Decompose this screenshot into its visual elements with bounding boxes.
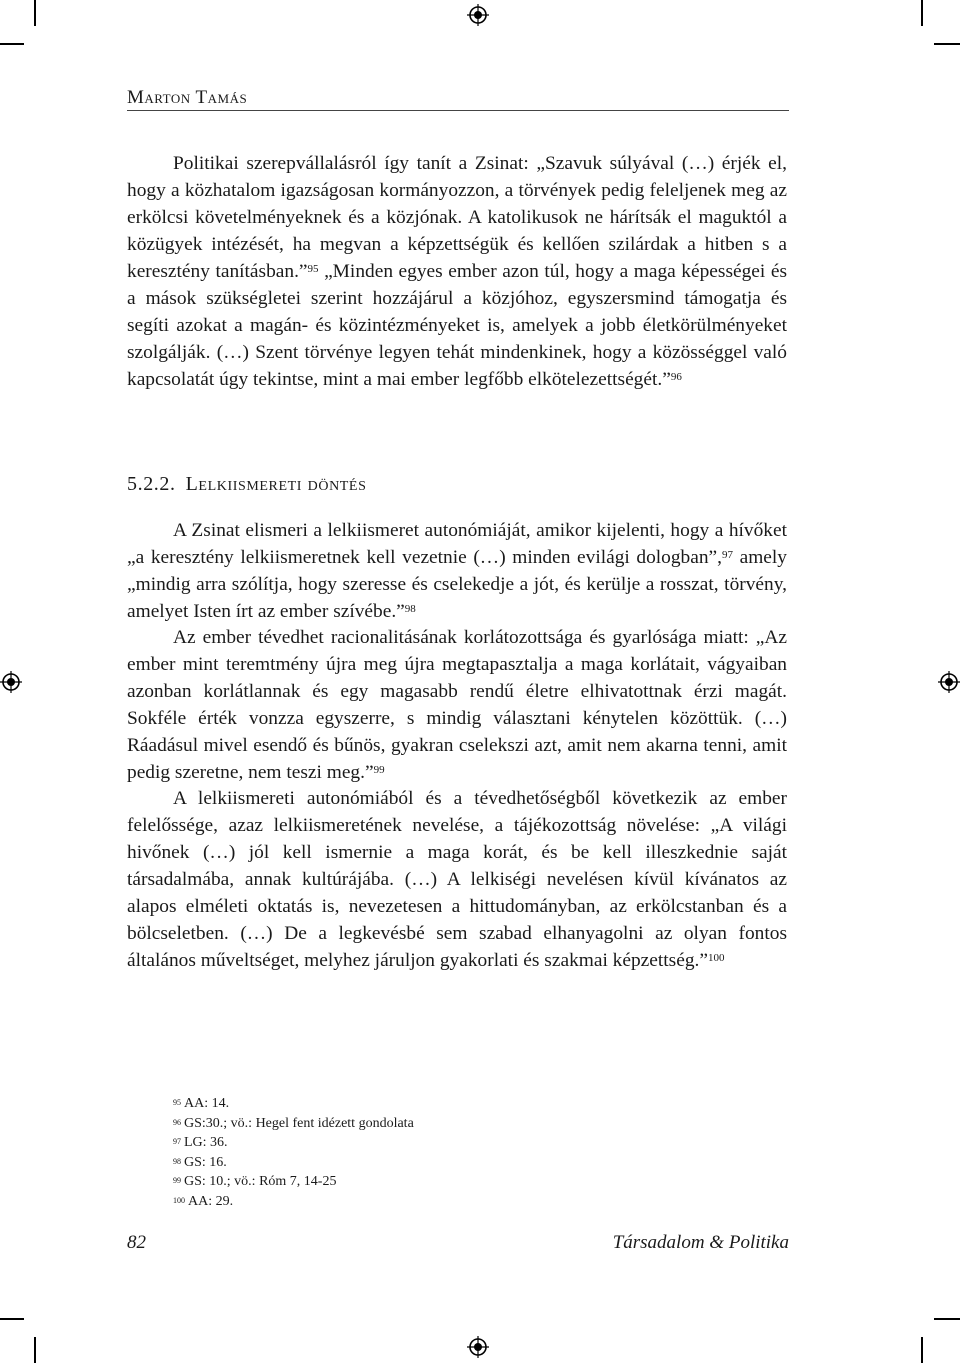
body-paragraph bbox=[127, 150, 787, 393]
crop-mark bbox=[34, 0, 36, 26]
paragraph-text: Politikai szerepvállalásról így tanít a Zsinat: „Szavuk súlyával (…) érjék el, hogy a közhatalom igazságosan kormányozzon, a törvények pedig feleljenek meg az erkölcsi követelményeknek és a közjónak. A katolikusok ne hárítsák el maguktól a közügyek intézését, ha megvan a képzettségük és kellően szilárdak a hitben s a keresztény tanításban.” bbox=[127, 153, 787, 282]
footnote-item bbox=[173, 1192, 673, 1212]
footnote-number: 99 bbox=[173, 1176, 181, 1185]
footnote-number: 97 bbox=[173, 1137, 181, 1146]
page-number: 82 bbox=[127, 1232, 146, 1253]
crop-mark bbox=[934, 43, 960, 45]
crop-mark bbox=[0, 1318, 24, 1320]
footnote-ref[interactable]: 98 bbox=[404, 603, 416, 615]
crop-mark bbox=[34, 1337, 36, 1363]
paragraph-text: A lelkiismereti autonómiából és a tévedhetőségből következik az ember felelőssége, azaz lelkiismeretének nevelése, a tájékozottság növelése: „A világi hivőnek (…) jól kell ismernie a maga korát, és be kell illeszkednie saját társadalmába, annak kultúrájába. (…) A lelkiségi nevelésen kívül kívánatos az alapos elméleti oktatás is, nevezetesen a hittudományban, az erkölcstanban és a bölcseletben. (…) De a legkevésbé sem szabad elhanyagolni az olyan fontos általános műveltséget, melyhez járuljon gyakorlati és szakmai képzettség.” bbox=[127, 788, 787, 971]
footnote-item bbox=[173, 1114, 673, 1134]
footnote-item bbox=[173, 1094, 673, 1114]
paragraph-text: amely „mindig arra szólítja, hogy szeresse és cselekedje a jót, és kerülje a rosszat, törvény, amelyet Isten írt az ember szívébe.” bbox=[127, 547, 787, 622]
paragraph-text: Az ember tévedhet racionalitásának korlátozottsága és gyarlósága miatt: „Az ember mint teremtmény újra meg újra megtapasztalja a maga korlátait, vágyaiban azonban korlátlannak és egy magasabb rendű életre elhivatottnak érzi magát. Sokféle érték vonzza egyszerre, s mindig választani kénytelen közöttük. (…) Ráadásul mivel esendő és bűnös, gyakran cselekszi azt, amit nem akarna tenni, amit pedig szeretne, nem teszi meg.” bbox=[127, 627, 787, 783]
footnote-ref[interactable]: 96 bbox=[670, 371, 682, 383]
paragraph-text: „Minden egyes ember azon túl, hogy a maga képességei és a mások szükségletei szerint hozzájárul a közjóhoz, egyszersmind támogatja és segíti azokat a magán- és közintézményeket is, amelyek a jobb életkörülményeket szolgálják. (…) Szent törvénye legyen tehát mindenkinek, hogy a közösséggel való kapcsolatát úgy tekintse, mint a mai ember legfőbb elkötelezettségét.” bbox=[127, 261, 787, 390]
body-paragraph bbox=[127, 624, 787, 786]
footnote-number: 100 bbox=[173, 1195, 185, 1205]
footnote-ref[interactable]: 95 bbox=[307, 263, 319, 275]
registration-mark-icon bbox=[467, 1336, 489, 1358]
footnote-number: 95 bbox=[173, 1098, 181, 1107]
footnotes bbox=[173, 1094, 673, 1211]
footnote-text: GS: 16. bbox=[184, 1154, 227, 1170]
footnote-text: GS:30.; vö.: Hegel fent idézett gondolata bbox=[184, 1115, 414, 1131]
footnote-number: 96 bbox=[173, 1117, 181, 1127]
crop-mark bbox=[934, 1318, 960, 1320]
body-paragraph bbox=[127, 517, 787, 625]
footnote-item bbox=[173, 1172, 673, 1192]
footnote-item bbox=[173, 1153, 673, 1173]
footnote-number: 98 bbox=[173, 1156, 181, 1166]
registration-mark-icon bbox=[0, 671, 22, 693]
footnote-item bbox=[173, 1133, 673, 1153]
footnote-text: LG: 36. bbox=[184, 1135, 228, 1150]
footnote-ref[interactable]: 97 bbox=[722, 549, 734, 561]
footnote-text: GS: 10.; vö.: Róm 7, 14-25 bbox=[184, 1174, 337, 1189]
registration-mark-icon bbox=[938, 671, 960, 693]
crop-mark bbox=[921, 0, 923, 26]
footnote-text: AA: 29. bbox=[188, 1193, 234, 1209]
registration-mark-icon bbox=[467, 4, 489, 26]
body-paragraph bbox=[127, 785, 787, 974]
crop-mark bbox=[921, 1337, 923, 1363]
footnote-text: AA: 14. bbox=[184, 1096, 230, 1111]
crop-mark bbox=[0, 43, 24, 45]
journal-title: Társadalom & Politika bbox=[612, 1232, 789, 1253]
header-rule bbox=[127, 110, 789, 111]
footnote-ref[interactable]: 100 bbox=[707, 952, 725, 964]
running-header-author: Marton Tamás bbox=[127, 87, 248, 108]
section-number: 5.2.2. bbox=[127, 473, 176, 495]
section-title: Lelkiismereti döntés bbox=[185, 473, 367, 495]
paragraph-text: A Zsinat elismeri a lelkiismeret autonómiáját, amikor kijelenti, hogy a hívőket „a keresztény lelkiismeretnek kell vezetnie (…) minden evilági dologban”, bbox=[127, 520, 787, 568]
section-heading bbox=[127, 473, 787, 496]
footnote-ref[interactable]: 99 bbox=[373, 764, 385, 776]
